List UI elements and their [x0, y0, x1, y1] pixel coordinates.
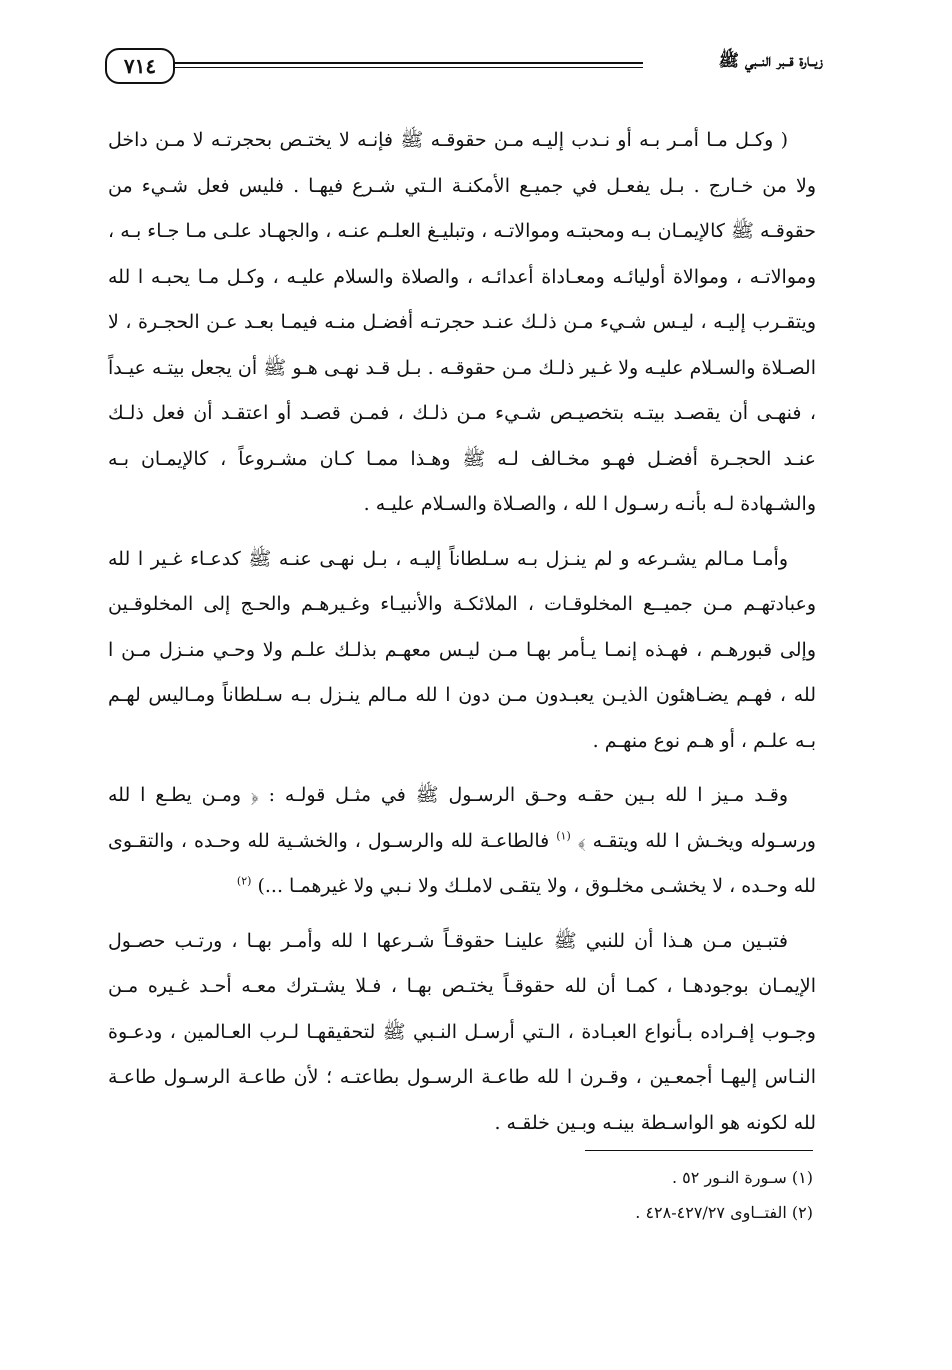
header-rule [175, 62, 643, 64]
paragraph-1: ( وكـل مـا أمـر بـه أو نـدب إليـه مـن حقوقـه ﷺ فإنـه لا يختـص بحجرتـه لا مـن داخل ولا من خـارج . بـل يفعـل في جميـع الأمكنـة الـتي شـرع فيهـا . فليس فعل شـيء من حقوقـه ﷺ كالإيمـان بـه ومحبتـه وموالاتـه ، وتبليـغ العلـم عنـه ، والجهـاد علـى مـا جـاء بـه ، وموالاتـه ، وموالاة أوليائـه ومعـاداة أعدائـه ، والصلاة والسلام عليـه ، وكـل مـا يحبـه ا لله ويتقـرب إليـه ، ليـس شـيء مـن ذلـك عنـد حجرتـه أفضـل منـه فيمـا بعـد عـن الحجـرة ، لا الصـلاة والسـلام عليـه ولا غـير ذلـك مـن حقوقـه . بـل قـد نهـى هـو ﷺ أن يجعل بيتـه عيـداً ، فنهـى أن يقصـد بيتـه بتخصيـص شـيء مـن ذلـك ، فمـن قصـد أو اعتقـد أن فعل ذلـك عنـد الحجـرة أفضـل فهـو مخـالف لـه ﷺ وهـذا ممـا كـان مشـروعاً ، كالإيمـان بـه والشـهادة لـه بأنـه رسـول ا لله ، والصـلاة والسـلام عليـه . [108, 129, 816, 515]
footnote-ref-1: (١) [556, 829, 571, 843]
footnote-2: (٢) الفتــاوى ٤٢٧/٢٧-٤٢٨ . [635, 1203, 813, 1222]
footnote-separator [585, 1150, 813, 1151]
page-number-badge: ٧١٤ [105, 48, 175, 84]
header-rule-thin [175, 67, 643, 68]
paragraph-3-part-1: وقـد مـيز ا لله بـين حقـه وحـق الرسـول ﷺ في مثـل قولـه : ﴿ ومـن يطـع ا لله ورسـوله ويخـش ا لله ويتقـه ﴾ [108, 784, 816, 852]
footnotes [420, 1160, 813, 1230]
paragraph-3 [108, 773, 816, 910]
page-header [105, 48, 823, 90]
running-title: زيــارة قــبر النــبي ﷺ [718, 51, 823, 71]
main-text [108, 118, 816, 1146]
footnote-ref-2: (٢) [236, 874, 252, 888]
footnote-1: (١) سـورة النـور ٥٢ . [672, 1168, 813, 1187]
paragraph-2: وأمـا مـالم يشـرعه و لم ينـزل بـه سـلطاناً إليـه ، بـل نهـى عنـه ﷺ كدعـاء غـير ا لله وعبادتهـم مـن جميــع المخلوقـات ، الملائكـة والأنبيـاء وغـيرهـم والحـج إلى المخلوقـين وإلى قبورهـم ، فهـذه إنمـا يـأمر بهـا مـن ليـس معهـم بذلـك علـم ولا وحـي منـزل مـن ا لله ، فهـم يضـاهئون الذيـن يعبـدون مـن دون ا لله مـالم ينـزل بـه سـلطاناً ومـاليس لهـم بـه علـم ، أو هـم نوع منهـم . [108, 547, 816, 752]
paragraph-4: فتبـين مـن هـذا أن للنبي ﷺ علينـا حقوقـاً شـرعها ا لله وأمـر بهـا ، ورتـب حصـول الإيمـان بوجودهـا ، كمـا أن لله حقوقـاً يختـص بهـا ، فـلا يشـترك معـه أحـد غـيره مـن وجـوب إفـراده بـأنواع العبـادة ، الـتي أرسـل النـبي ﷺ لتحقيقهـا لـرب العـالمين ، ودعـوة النـاس إليهـا أجمعـين ، وقـرن ا لله طاعـة الرسـول بطاعتـه ؛ لأن طاعـة الرسـول طاعـة لله لكونه هو الواسـطة بينـه وبـين خلقـه . [108, 929, 816, 1134]
paragraph-3-part-2: فالطاعـة لله والرسـول ، والخشـية لله وحـده ، والتقـوى لله وحـده ، لا يخشـى مخلـوق ، ولا يتقـى لاملـك ولا نـبي ولا غيرهمـا ...) [108, 829, 816, 897]
